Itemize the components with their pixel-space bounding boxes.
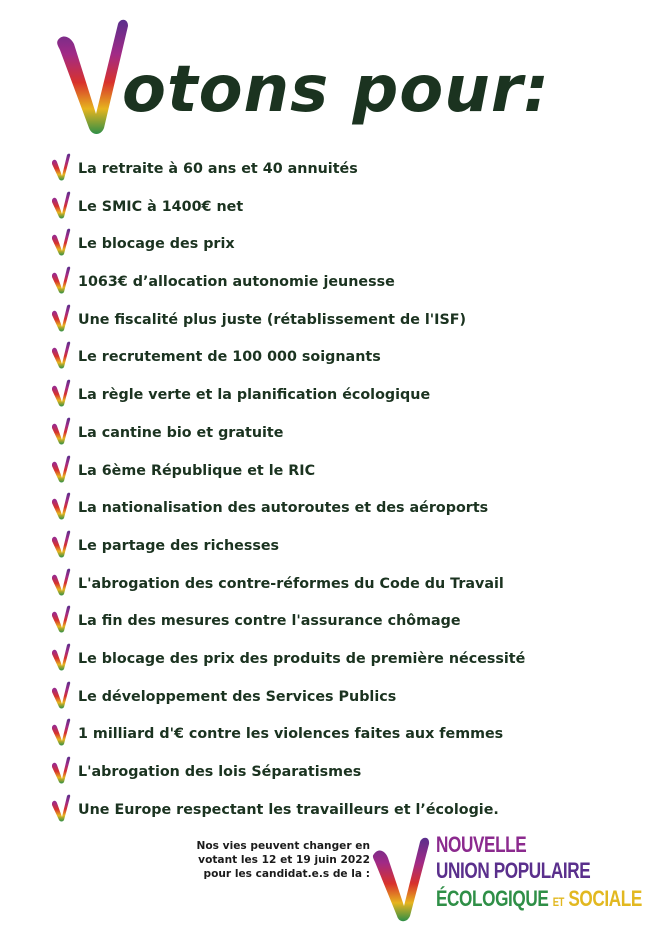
list-item-label: Le SMIC à 1400€ net	[78, 198, 244, 215]
logo-line-ecologique-sociale	[436, 886, 642, 912]
list-item-label: Le partage des richesses	[78, 537, 280, 554]
check-v-icon	[50, 642, 72, 672]
list-item	[50, 227, 650, 265]
list-item	[50, 680, 650, 718]
list-item-label: L'abrogation des contre-réformes du Code du Travail	[78, 575, 504, 592]
list-item-label: Le blocage des prix	[78, 236, 235, 253]
check-v-icon	[50, 378, 72, 408]
check-v-icon	[50, 303, 72, 333]
check-v-icon	[50, 793, 72, 823]
list-item	[50, 152, 650, 190]
list-item-label: Le blocage des prix des produits de première nécessité	[78, 650, 526, 667]
check-v-icon	[50, 265, 72, 295]
list-item-label: L'abrogation des lois Séparatismes	[78, 764, 362, 780]
check-v-icon	[50, 340, 72, 370]
list-item	[50, 642, 650, 680]
footer-message	[150, 839, 370, 881]
list-item-label: La fin des mesures contre l'assurance chômage	[78, 613, 461, 630]
footer-line: votant les 12 et 19 juin 2022	[198, 854, 370, 866]
logo-word-ecologique: ÉCOLOGIQUE	[436, 886, 549, 911]
logo-line-union-populaire: UNION POPULAIRE	[436, 858, 591, 883]
list-item	[50, 755, 650, 793]
check-v-icon	[50, 227, 72, 257]
list-item	[50, 529, 650, 567]
list-item-label: Une fiscalité plus juste (rétablissement de l'ISF)	[78, 311, 467, 328]
check-v-icon	[50, 755, 72, 785]
logo-word-sociale: SOCIALE	[568, 886, 642, 911]
list-item-label: La 6ème République et le RIC	[78, 462, 316, 479]
list-item	[50, 491, 650, 529]
check-v-icon	[50, 717, 72, 747]
check-v-icon	[50, 567, 72, 597]
nupes-logo	[370, 828, 655, 924]
list-item-label: La règle verte et la planification écologique	[78, 387, 431, 404]
check-v-icon	[50, 454, 72, 484]
list-item	[50, 265, 650, 303]
check-v-icon	[50, 416, 72, 446]
list-item-label: La cantine bio et gratuite	[78, 424, 284, 441]
list-item	[50, 340, 650, 378]
title-text: otons pour:	[122, 53, 550, 127]
list-item	[50, 378, 650, 416]
list-item-label: Une Europe respectant les travailleurs et l’écologie.	[78, 801, 499, 818]
list-item-label: La nationalisation des autoroutes et des aéroports	[78, 500, 489, 517]
list-item	[50, 303, 650, 341]
check-v-icon	[50, 529, 72, 559]
page-title	[52, 10, 612, 140]
rainbow-v-icon	[52, 10, 132, 136]
list-item	[50, 604, 650, 642]
footer-line: pour les candidat.e.s de la :	[203, 868, 370, 880]
logo-line-nouvelle: NOUVELLE	[436, 832, 527, 857]
check-v-icon	[50, 491, 72, 521]
check-v-icon	[50, 680, 72, 710]
check-v-icon	[50, 604, 72, 634]
list-item-label: Le développement des Services Publics	[78, 688, 397, 705]
list-item-label: Le recrutement de 100 000 soignants	[78, 349, 381, 366]
list-item	[50, 454, 650, 492]
rainbow-v-icon	[370, 832, 432, 922]
list-item	[50, 717, 650, 755]
list-item-label: La retraite à 60 ans et 40 annuités	[78, 161, 358, 177]
list-item-label: 1 milliard d'€ contre les violences faites aux femmes	[78, 726, 504, 743]
list-item	[50, 416, 650, 454]
check-v-icon	[50, 190, 72, 220]
list-item	[50, 793, 650, 831]
list-item-label: 1063€ d’allocation autonomie jeunesse	[78, 274, 395, 291]
list-item	[50, 567, 650, 605]
logo-word-et: ET	[552, 895, 564, 909]
footer-line: Nos vies peuvent changer en	[196, 840, 370, 852]
list-item	[50, 190, 650, 228]
check-v-icon	[50, 152, 72, 182]
proposal-list	[50, 152, 650, 830]
